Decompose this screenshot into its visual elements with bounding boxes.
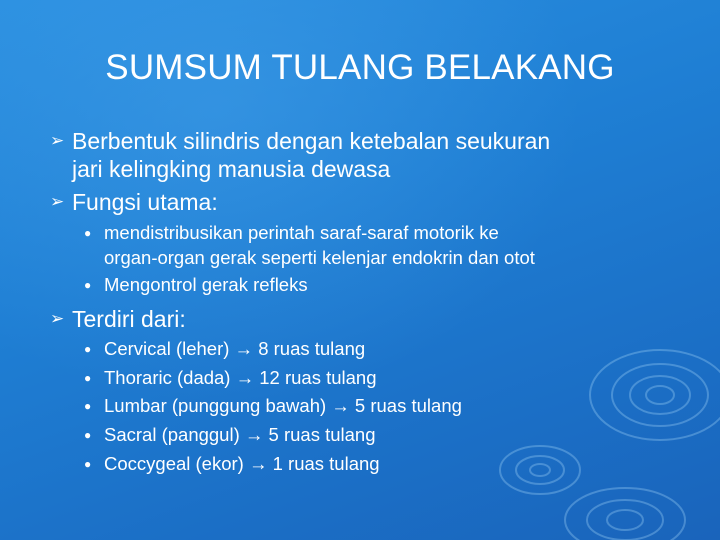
dot-bullet-icon: ● [84, 278, 92, 292]
arrowhead-bullet-icon: ➢ [50, 309, 65, 328]
bullet-item [50, 306, 672, 332]
sub-bullet-item [84, 338, 684, 360]
sub-bullet-text: Sacral (panggul) → 5 ruas tulang [104, 424, 376, 445]
slide-title: SUMSUM TULANG BELAKANG [105, 48, 615, 87]
sub-bullet-item [84, 274, 684, 296]
sub-bullet-text: mendistribusikan perintah saraf-saraf motorik ke [104, 222, 499, 243]
bullet-continuation [72, 156, 672, 182]
sub-bullet-continuation [104, 247, 684, 269]
sub-bullet-item [84, 222, 684, 244]
arrowhead-bullet-icon: ➢ [50, 192, 65, 211]
dot-bullet-icon: ● [84, 457, 92, 471]
dot-bullet-icon: ● [84, 428, 92, 442]
dot-bullet-icon: ● [84, 371, 92, 385]
dot-bullet-icon: ● [84, 342, 92, 356]
bullet-text: jari kelingking manusia dewasa [72, 156, 391, 182]
bullet-item [50, 189, 672, 215]
sub-bullet-item [84, 367, 684, 389]
sub-bullet-item [84, 395, 684, 417]
bullet-text: Fungsi utama: [72, 189, 218, 215]
sub-bullet-item [84, 424, 684, 446]
sub-bullet-text: Coccygeal (ekor) → 1 ruas tulang [104, 453, 380, 474]
sub-bullet-text: Thoraric (dada) → 12 ruas tulang [104, 367, 377, 388]
sub-bullet-text: Mengontrol gerak refleks [104, 274, 308, 295]
dot-bullet-icon: ● [84, 226, 92, 240]
bullet-item [50, 128, 672, 154]
sub-bullet-item [84, 453, 684, 475]
sub-bullet-text: organ-organ gerak seperti kelenjar endokrin dan otot [104, 247, 535, 268]
sub-bullet-text: Cervical (leher) → 8 ruas tulang [104, 338, 366, 359]
dot-bullet-icon: ● [84, 399, 92, 413]
bullet-text: Terdiri dari: [72, 306, 186, 332]
bullet-text: Berbentuk silindris dengan ketebalan seukuran [72, 128, 551, 154]
sub-bullet-text: Lumbar (punggung bawah) → 5 ruas tulang [104, 395, 462, 416]
arrowhead-bullet-icon: ➢ [50, 131, 65, 150]
